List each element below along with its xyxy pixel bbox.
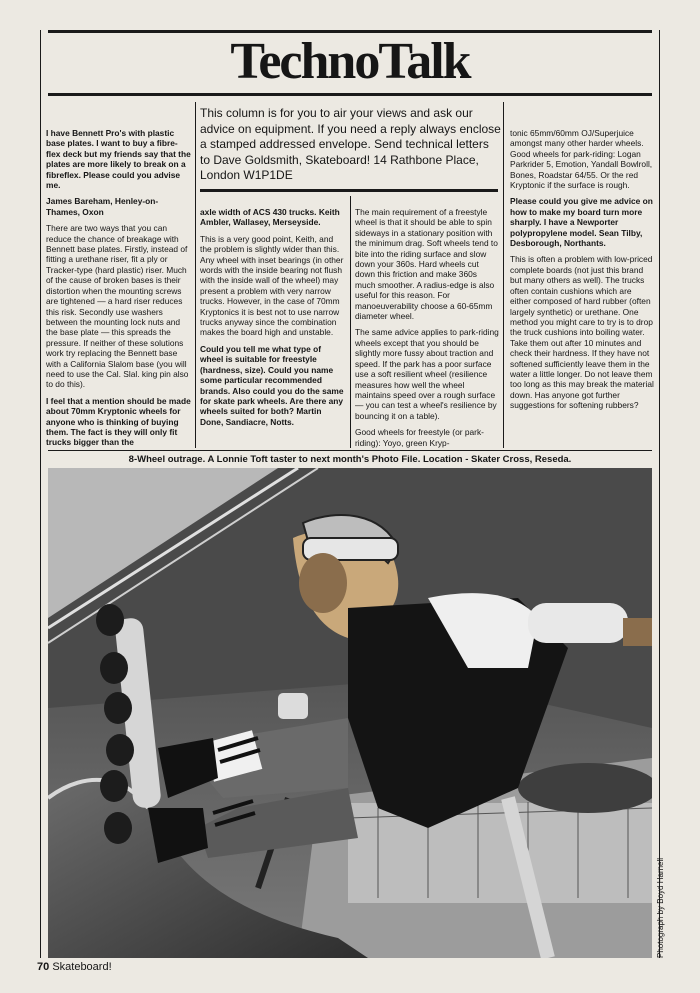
reader-letter: James Bareham, Henley-on-Thames, Oxon — [46, 196, 159, 217]
page-folio — [37, 961, 112, 973]
right-margin-rule — [659, 30, 660, 958]
reader-letter: I have Bennett Pro's with plastic base plates. I want to buy a fibre-flex deck but my friends say that the plates are more likely to break on a fibreflex. Please could you advise me. — [46, 128, 191, 191]
editor-reply: The main requirement of a freestyle wheel is that it should be able to spin sideways in a stationary position with the minimum drag. Soft wheels tend to bite into the riding surface and slow down your 360s. Hard wheels cut down this friction and make 360s much smoother. A radius-edge is also useful for this reason. For manoeuverability choose a 60-65mm diameter wheel. — [355, 207, 498, 322]
editor-reply: Good wheels for freestyle (or park-riding): Yoyo, green Kryp- — [355, 427, 484, 448]
left-margin-rule — [40, 30, 41, 958]
column-divider-1 — [195, 102, 196, 448]
reader-letter: axle width of ACS 430 trucks. Keith Ambler, Wallasey, Merseyside. — [200, 207, 340, 228]
editor-reply: The same advice applies to park-riding wheels except that you should be slightly more fussy about traction and speed. If the park has a poor surface use a soft resilient wheel (resilience measures how well the wheel maintains speed over a rough surface — you can test a wheel's resilience by bouncing it on a table). — [355, 327, 499, 421]
editor-reply: This is often a problem with low-priced complete boards (not just this brand but many others as well). The trucks often contain cushions which are either composed of hard rubber (often largely synthetic) or urethane. One method you might care to try is to drop the truck cushions into boiling water. Take them out after 10 minutes and check their hardness. If they have not softened sufficiently leave them in the water a little longer. Do not leave them too long as this may break the material down. Has anyone got further suggestions for softening rubbers? — [510, 254, 654, 411]
editor-reply: tonic 65mm/60mm OJ/Superjuice amongst many other harder wheels. Good wheels for park-riding: Logan Parkrider 5, Emotion, Yandall Bowlroll, Bones, Roadstar 64/55. Or the red Kryptonic if the surface is rough. — [510, 128, 653, 191]
article-column-1 — [46, 128, 191, 450]
reader-letter: I feel that a mention should be made about 70mm Kryptonic wheels for anyone who is thinking of buying them. The fact is they will only fit trucks bigger than the — [46, 395, 191, 448]
photo-caption: 8-Wheel outrage. A Lonnie Toft taster to next month's Photo File. Location - Skater Cross, Reseda. — [128, 454, 572, 465]
column-divider-2 — [350, 196, 351, 448]
skateboard-photo — [48, 468, 652, 958]
article-column-4 — [510, 128, 654, 450]
photo-credit: Photograph by Boyd Harnell — [656, 857, 665, 958]
intro-rule — [200, 189, 498, 192]
column-intro: This column is for you to air your views and ask our advice on equipment. If you need a reply always enclose a stamped addressed envelope. Send technical letters to Dave Goldsmith, Skateboard! 14 Rathbone Place, London W1P1DE — [200, 106, 501, 183]
editor-reply: This is a very good point, Keith, and the problem is slightly wider than this. Any wheel with inset bearings (in other words with the inside bearing not flush with the inside wall of the wheel) may present a problem with very narrow trucks. However, in the case of 70mm Kryptonics it is best not to use narrow trucks anyway since the combination makes the board high and unstable. — [200, 233, 344, 338]
caption-rule — [48, 450, 652, 451]
magazine-name: Skateboard! — [52, 961, 112, 973]
page-title: TechnoTalk — [230, 33, 470, 90]
editor-reply: There are two ways that you can reduce the chance of breakage with Bennett base plates. Firstly, instead of fitting a urethane riser, fit a ply or Tracker-type (hard plastic) riser. Much of the cause of broken bases is their distortion when the mounting screws are tightened — a hard riser reduces this risk. Secondly use washers between the mounting lock nuts and the base plate — this spreads the pressure. If neither of these solutions work try replacing the Bennett base with a California Slalom base (you will need to use the Cal. Slal. king pin also to do this). — [46, 223, 189, 390]
title-rule — [48, 93, 652, 96]
reader-letter: Please could you give me advice on how to make my board turn more sharply. I have a Newporter polypropylene model. Sean Tilby, Desborough, Northants. — [510, 196, 653, 249]
column-divider-3 — [503, 102, 504, 448]
reader-letter: Could you tell me what type of wheel is suitable for freestyle (hardness, size). Could you name some particular recommended brands. Also could you do the same for skate park wheels. Are there any wheels suited for both? Martin Done, Sandiacre, Notts. — [200, 343, 344, 427]
page-number: 70 — [37, 961, 50, 973]
article-column-2 — [200, 207, 346, 450]
article-column-3 — [355, 207, 499, 450]
